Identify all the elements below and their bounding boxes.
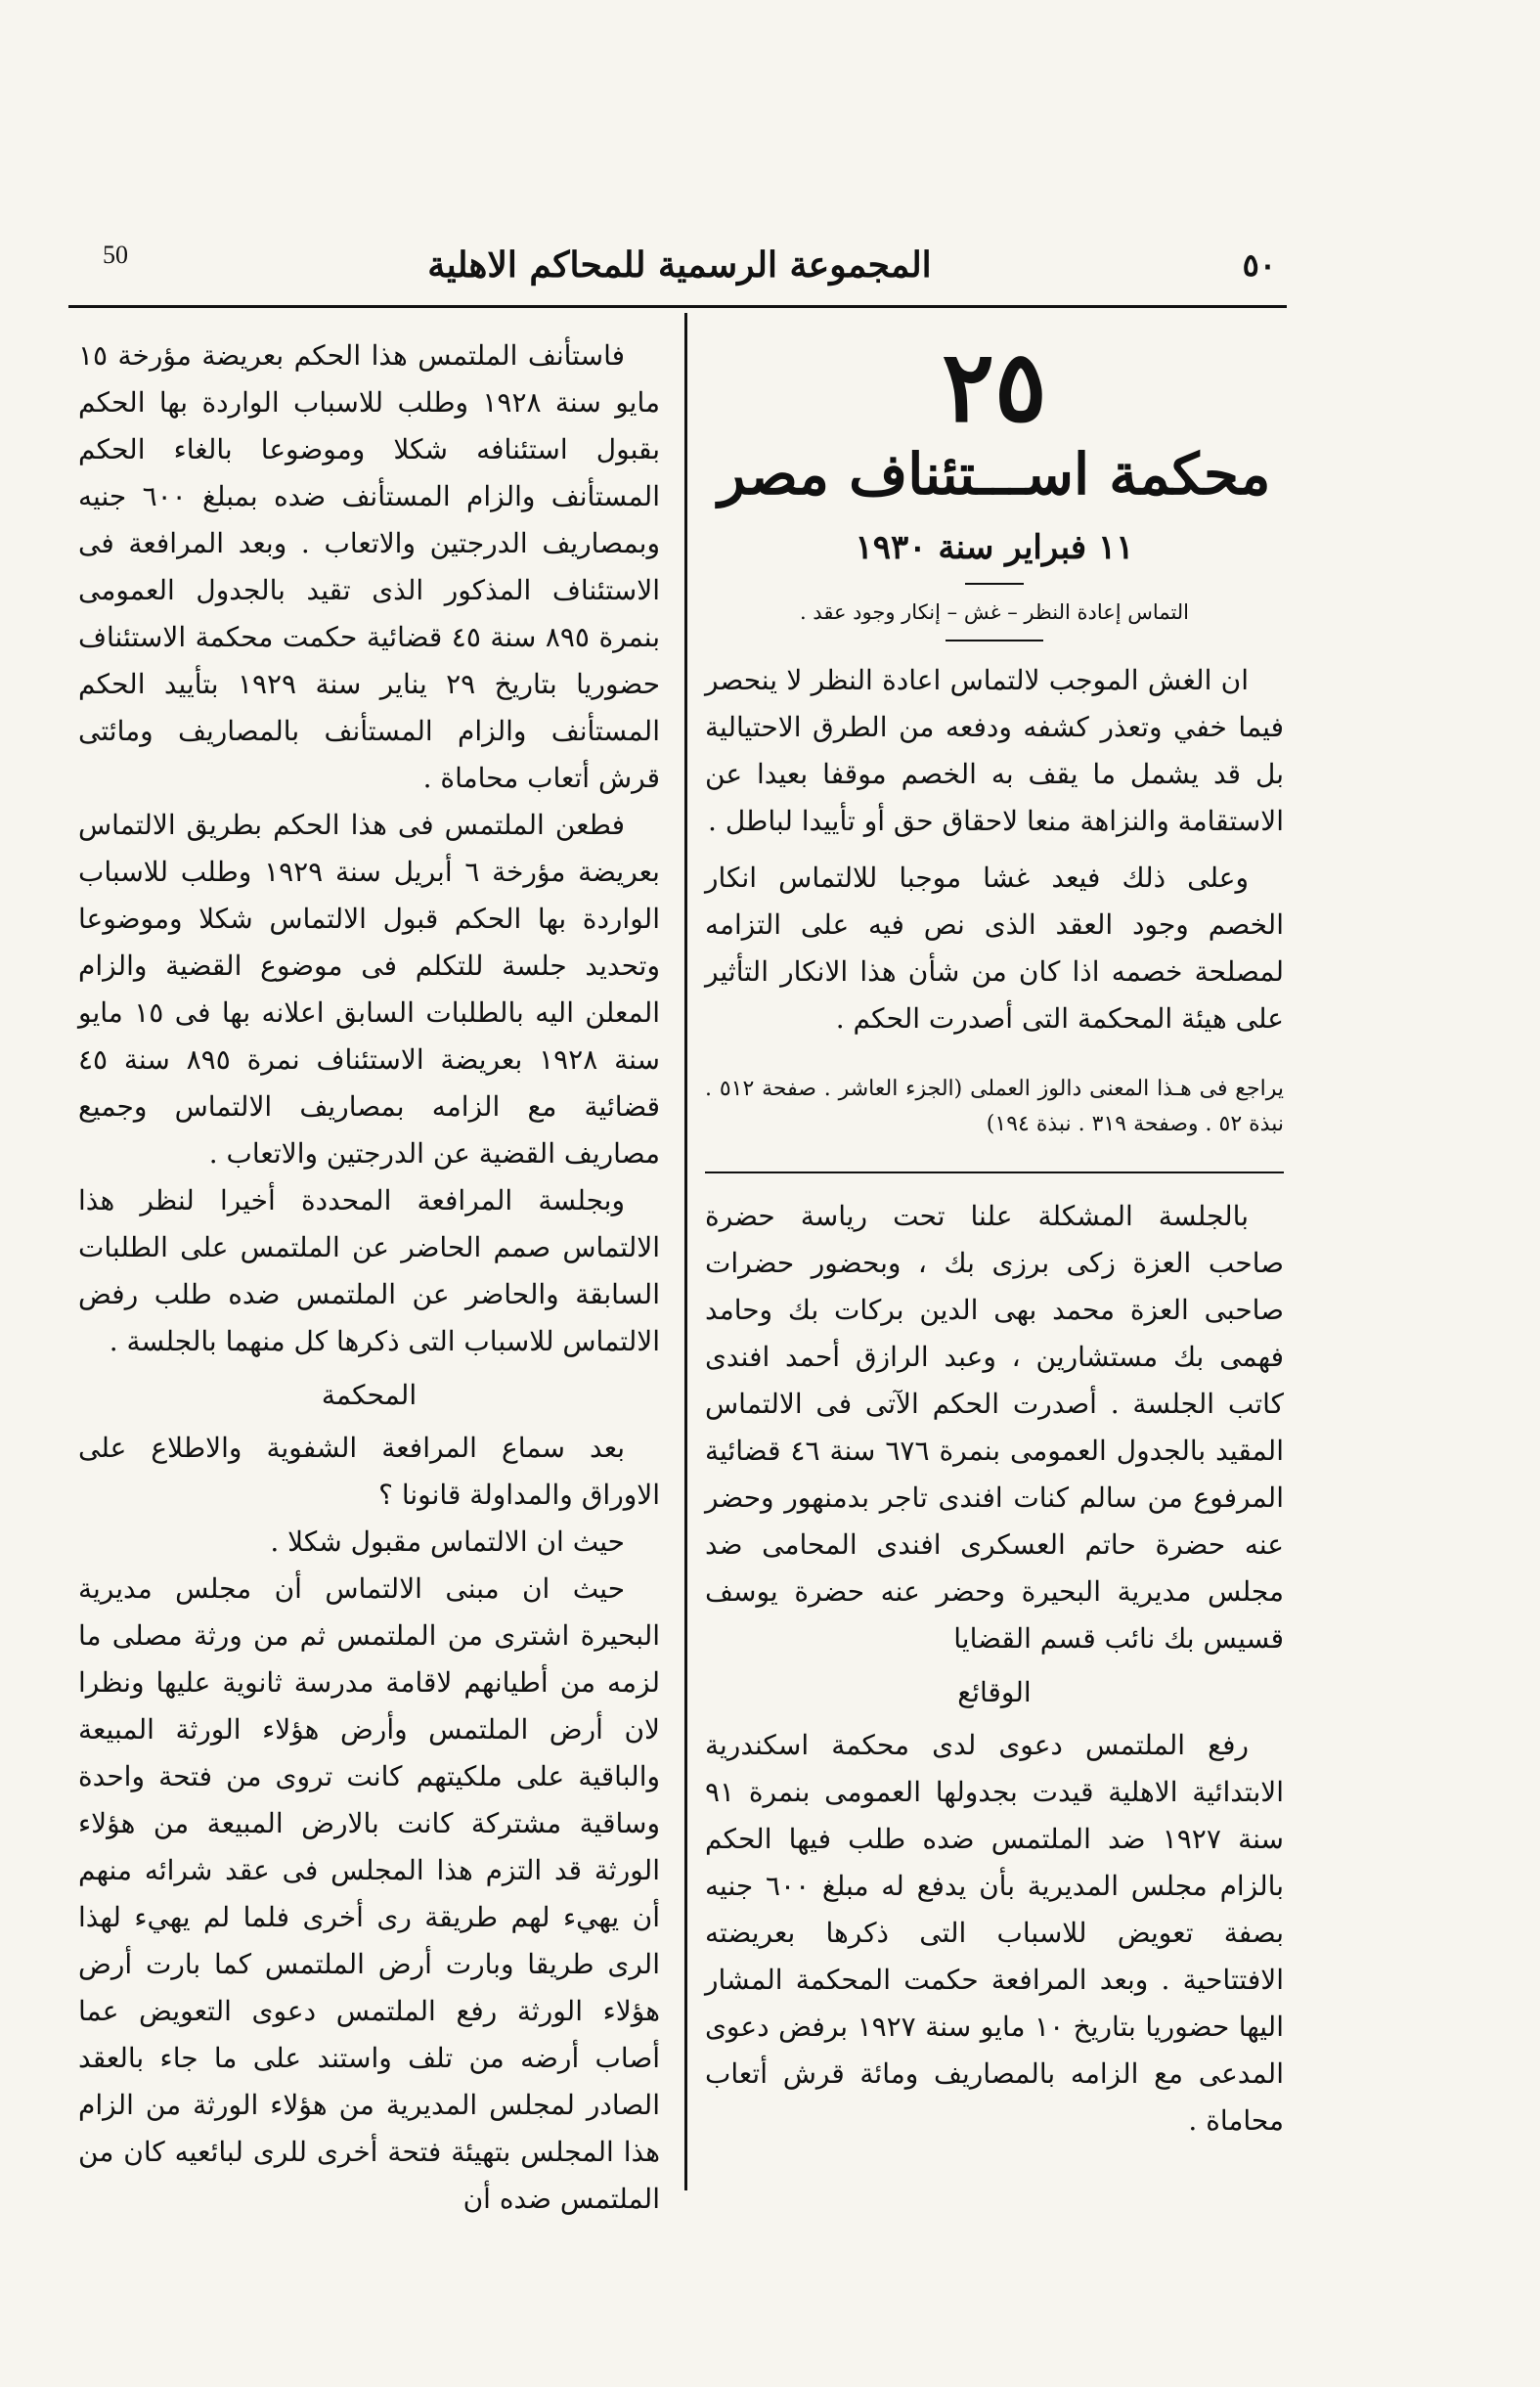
left-column	[78, 332, 660, 2223]
legal-principle: ان الغش الموجب لالتماس اعادة النظر لا ينحصر فيما خفي وتعذر كشفه ودفعه من الطرق الاحتيالية بل قد يشمل ما يقف به الخصم موقفا بعيدا عن الاستقامة والنزاهة منعا لاحقاق حق أو تأييدا لباطل .	[705, 664, 1284, 837]
body-paragraph: بعد سماع المرافعة الشفوية والاطلاع على الاوراق والمداولة قانونا ؟	[78, 1432, 660, 1511]
divider-long	[705, 1171, 1284, 1173]
court-name: محكمة اســـتئناف مصر	[718, 441, 1271, 508]
page-number-arabic: ٥٠	[1242, 246, 1276, 284]
session-paragraph: بالجلسة المشكلة علنا تحت رياسة حضرة صاحب العزة زكى برزى بك ، وبحضور حضرات صاحبى العزة محمد بهى الدين بركات بك وحامد فهمى بك مستشارين ، وعبد الرازق أحمد افندى كاتب الجلسة . أصدرت الحكم الآتى فى الالتماس المقيد بالجدول العمومى بنمرة ٦٧٦ سنة ٤٦ قضائية المرفوع من سالم كنات افندى تاجر بدمنهور وحضر عنه حضرة حاتم العسكرى افندى المحامى ضد مجلس مديرية البحيرة وحضر عنه حضرة يوسف قسيس بك نائب قسم القضايا	[705, 1200, 1284, 1655]
divider-short	[965, 583, 1024, 585]
reference-note: يراجع فى هـذا المعنى دالوز العملى (الجزء العاشر . صفحة ٥١٢ . نبذة ٥٢ . وصفحة ٣١٩ . نبذة ١٩٤)	[705, 1077, 1284, 1136]
judgment-date: ١١ فبراير سنة ١٩٣٠	[855, 528, 1134, 567]
divider-short	[946, 640, 1043, 641]
running-title: المجموعة الرسمية للمحاكم الاهلية	[427, 244, 932, 286]
column-divider	[684, 313, 687, 2190]
court-heading: المحكمة	[321, 1379, 418, 1411]
case-number: ٢٥	[942, 329, 1047, 444]
case-keywords: التماس إعادة النظر – غش – إنكار وجود عقد .	[799, 600, 1190, 624]
header-rule	[68, 305, 1287, 308]
facts-heading: الوقائع	[957, 1676, 1032, 1708]
body-paragraph: فطعن الملتمس فى هذا الحكم بطريق الالتماس بعريضة مؤرخة ٦ أبريل سنة ١٩٢٩ وطلب للاسباب الواردة بها الحكم قبول الالتماس شكلا وموضوعا وتحديد جلسة للتكلم فى موضوع القضية والزام المعلن اليه بالطلبات السابق اعلانه بها فى ١٥ مايو سنة ١٩٢٨ بعريضة الاستئناف نمرة ٨٩٥ سنة ٤٥ قضائية مع الزامه بمصاريف الالتماس وجميع مصاريف القضية عن الدرجتين والاتعاب .	[78, 809, 661, 1170]
body-paragraph: حيث ان مبنى الالتماس أن مجلس مديرية البحيرة اشترى من الملتمس ثم من ورثة مصلى ما لزمه من أطيانهم لاقامة مدرسة ثانوية عليها ونظرا لان أرض الملتمس وأرض هؤلاء الورثة المبيعة والباقية على ملكيتهم كانت تروى من فتحة واحدة وساقية مشتركة كانت بالارض المبيعة من هؤلاء الورثة قد التزم هذا المجلس فى عقد شرائه منهم أن يهيء لهم طريقة رى أخرى فلما لم يهيء لهذا الرى طريقا وبارت أرض الملتمس كما بارت أرض هؤلاء الورثة رفع الملتمس دعوى التعويض عما أصاب أرضه من تلف واستند على ما جاء بالعقد الصادر لمجلس المديرية من هؤلاء الورثة من الزام هذا المجلس بتهيئة فتحة أخرى للرى لبائعيه كان من الملتمس ضده أن	[78, 1572, 660, 2215]
body-paragraph: وبجلسة المرافعة المحددة أخيرا لنظر هذا الالتماس صمم الحاضر عن الملتمس على الطلبات السابقة والحاضر عن الملتمس ضده طلب رفض الالتماس للاسباب التى ذكرها كل منهما بالجلسة .	[78, 1184, 660, 1357]
page-number-latin: 50	[103, 241, 128, 269]
body-paragraph: فاستأنف الملتمس هذا الحكم بعريضة مؤرخة ١٥ مايو سنة ١٩٢٨ وطلب للاسباب الواردة بها الحكم بقبول استئنافه شكلا وموضوعا بالغاء الحكم المستأنف والزام المستأنف ضده بمبلغ ٦٠٠ جنيه وبمصاريف الدرجتين والاتعاب . وبعد المرافعة فى الاستئناف المذكور الذى تقيد بالجدول العمومى بنمرة ٨٩٥ سنة ٤٥ قضائية حكمت محكمة الاستئناف حضوريا بتاريخ ٢٩ يناير سنة ١٩٢٩ بتأييد الحكم المستأنف والزام المستأنف بالمصاريف ومائتى قرش أتعاب محاماة .	[78, 339, 661, 794]
legal-principle: وعلى ذلك فيعد غشا موجبا للالتماس انكار الخصم وجود العقد الذى نص فيه على التزامه لمصلحة خصمه اذا كان من شأن هذا الانكار التأثير على هيئة المحكمة التى أصدرت الحكم .	[705, 862, 1284, 1035]
facts-paragraph: رفع الملتمس دعوى لدى محكمة اسكندرية الابتدائية الاهلية قيدت بجدولها العمومى بنمرة ٩١ سنة ١٩٢٧ ضد الملتمس ضده طلب فيها الحكم بالزام مجلس المديرية بأن يدفع له مبلغ ٦٠٠ جنيه بصفة تعويض للاسباب التى ذكرها بعريضته الافتتاحية . وبعد المرافعة حكمت المحكمة المشار اليها حضوريا بتاريخ ١٠ مايو سنة ١٩٢٧ برفض دعوى المدعى مع الزامه بالمصاريف ومائة قرش أتعاب محاماة .	[705, 1729, 1284, 2137]
right-column	[705, 323, 1284, 2144]
body-paragraph: حيث ان الالتماس مقبول شكلا .	[270, 1525, 625, 1558]
page-header	[73, 233, 1286, 291]
